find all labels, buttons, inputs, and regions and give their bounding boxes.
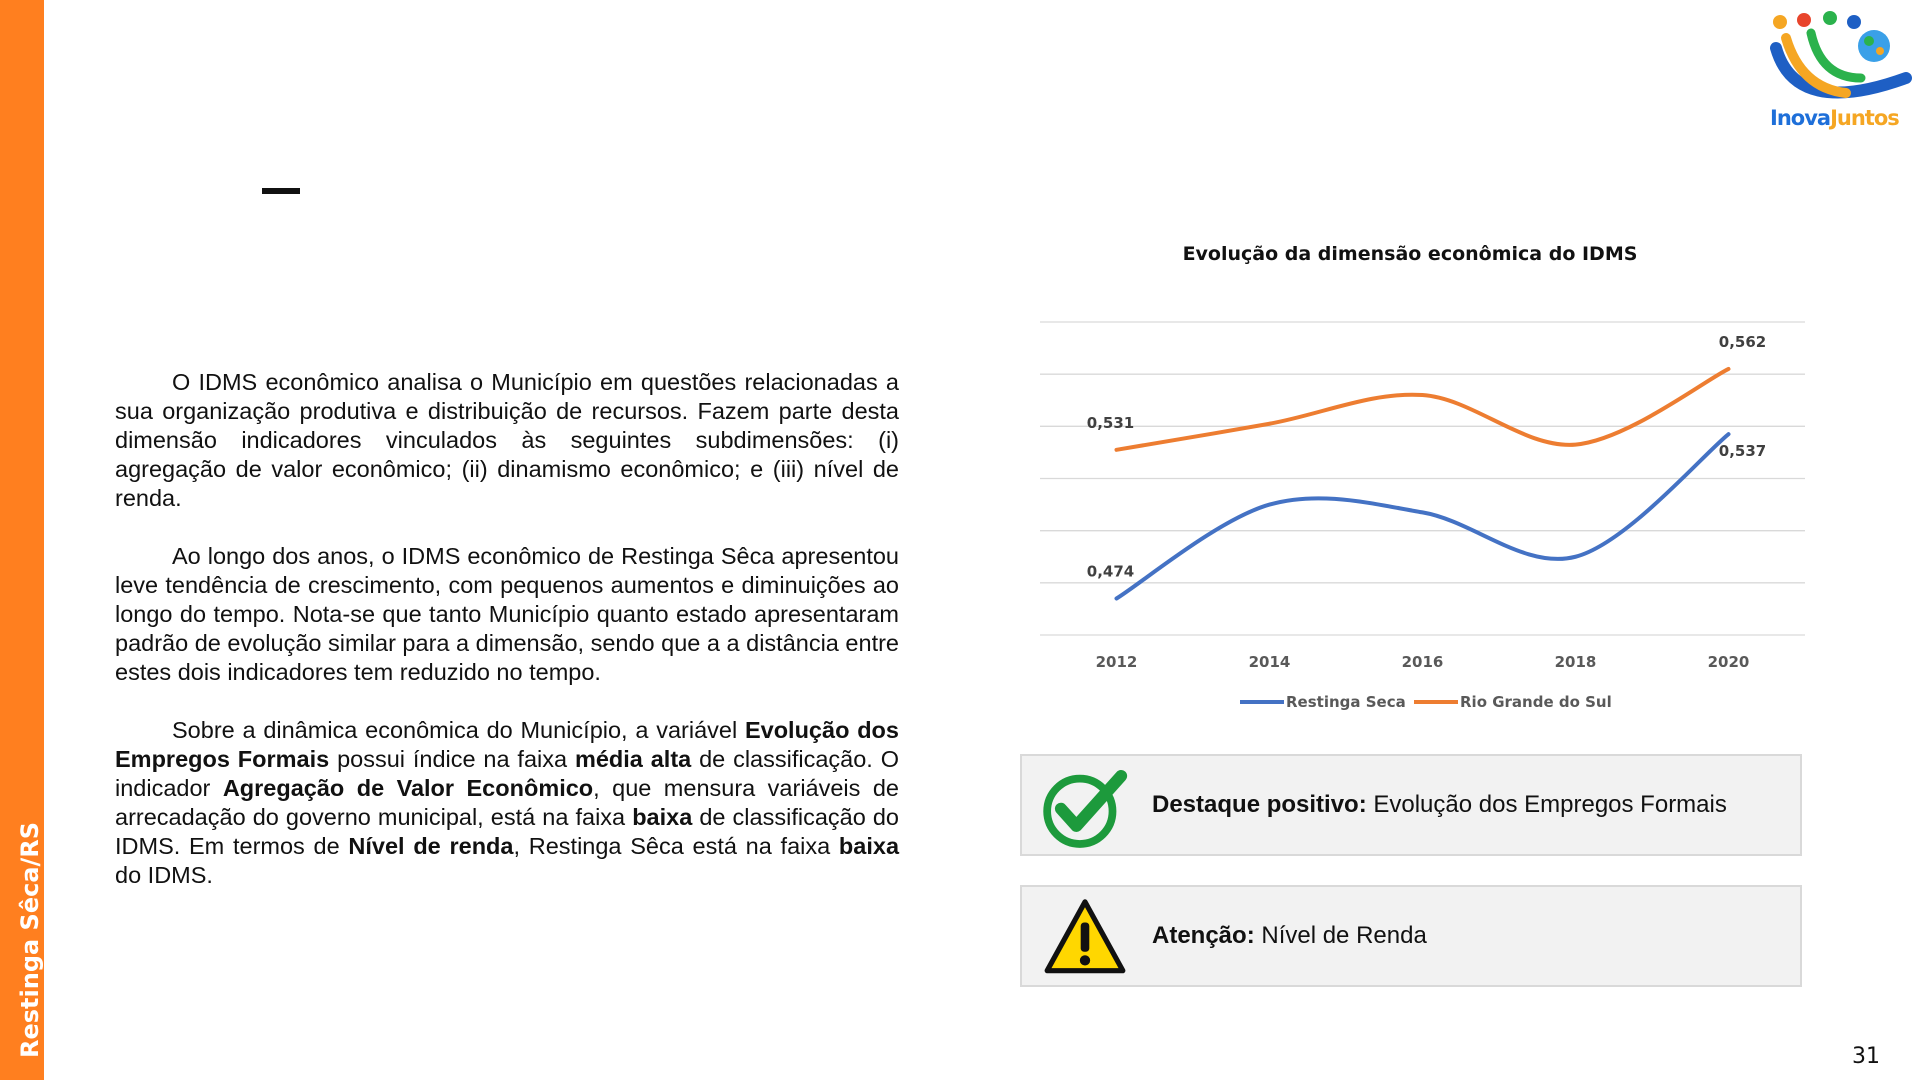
paragraph-text: Sobre a dinâmica econômica do Município, a variável [172,717,745,743]
x-tick-label: 2014 [1248,653,1291,671]
paragraph-text: possui índice na faixa [329,746,575,772]
logo-part-juntos: Juntos [1830,106,1899,130]
paragraph-text: de classificação do IDMS. Em termos de [115,804,899,859]
sidebar-band [0,0,44,1080]
emphasis-text: baixa [632,804,693,830]
legend-entry: Rio Grande do Sul [1460,693,1612,711]
attention-label: Atenção: [1152,922,1255,949]
series-line-rio-grande-do-sul [1117,369,1729,450]
legend-entry: Restinga Seca [1286,693,1406,711]
paragraph-text: , que mensura variáveis de arrecadação do governo municipal, está na faixa [115,775,899,830]
paragraph-text: do IDMS. [115,862,213,888]
chart-series [1117,369,1729,599]
emphasis-text: média alta [574,746,692,772]
chart-data-labels [1087,333,1766,581]
attention-value: Nível de Renda [1254,922,1427,949]
positive-highlight-text [1152,790,1727,820]
economic-idms-chart [1010,230,1810,730]
logo-part-inova: Inova [1770,106,1831,130]
body-paragraph [115,368,899,513]
data-label: 0,474 [1086,562,1135,581]
positive-highlight-value: Evolução dos Empregos Formais [1366,791,1727,818]
emphasis-text: Agregação de Valor Econômico [222,775,594,801]
logo-wordmark [1770,106,1899,130]
x-tick-label: 2016 [1401,653,1444,671]
x-tick-label: 2012 [1095,653,1138,671]
sidebar-municipality-label: Restinga Sêca/RS [16,821,44,1058]
warning-icon [1042,895,1128,981]
attention-text [1152,921,1427,951]
check-icon [1042,764,1128,850]
emphasis-text: baixa [838,833,900,859]
body-paragraph [115,542,899,687]
emphasis-text: Nível de renda [348,833,514,859]
data-label: 0,537 [1718,442,1767,461]
data-label: 0,562 [1718,332,1767,351]
attention-box [1020,885,1802,987]
paragraph-text: , Restinga Sêca está na faixa [513,833,839,859]
page-title-dash [262,188,300,194]
positive-highlight-label: Destaque positivo: [1152,791,1367,818]
chart-gridlines [1040,322,1805,635]
chart-legend [1240,693,1612,711]
x-tick-label: 2020 [1707,653,1750,671]
paragraph-text: Ao longo dos anos, o IDMS econômico de Restinga Sêca apresentou leve tendência de crescimento, com pequenos aumentos e diminuições ao longo do tempo. Nota-se que tanto Município quanto estado apresentaram padrão de evolução similar para a dimensão, sendo que a a distância entre estes dois indicadores tem reduzido no tempo. [115,543,899,685]
chart-x-ticks [1096,653,1750,671]
body-paragraph [115,716,899,890]
paragraph-text: de classificação. O indicador [115,746,899,801]
x-tick-label: 2018 [1554,653,1597,671]
chart-title: Evolução da dimensão econômica do IDMS [1182,243,1638,265]
page-number: 31 [1852,1044,1880,1069]
paragraph-text: O IDMS econômico analisa o Município em questões relacionadas a sua organização produtiva e distribuição de recursos. Fazem parte desta dimensão indicadores vinculados às seguintes subdimensões: (i) agregação de valor econômico; (ii) dinamismo econômico; e (iii) nível de renda. [115,369,899,511]
body-text [115,368,899,919]
emphasis-text: Evolução dos Empregos Formais [115,717,899,772]
data-label: 0,531 [1086,413,1135,432]
series-line-restinga-seca [1117,434,1729,598]
positive-highlight-box [1020,754,1802,856]
